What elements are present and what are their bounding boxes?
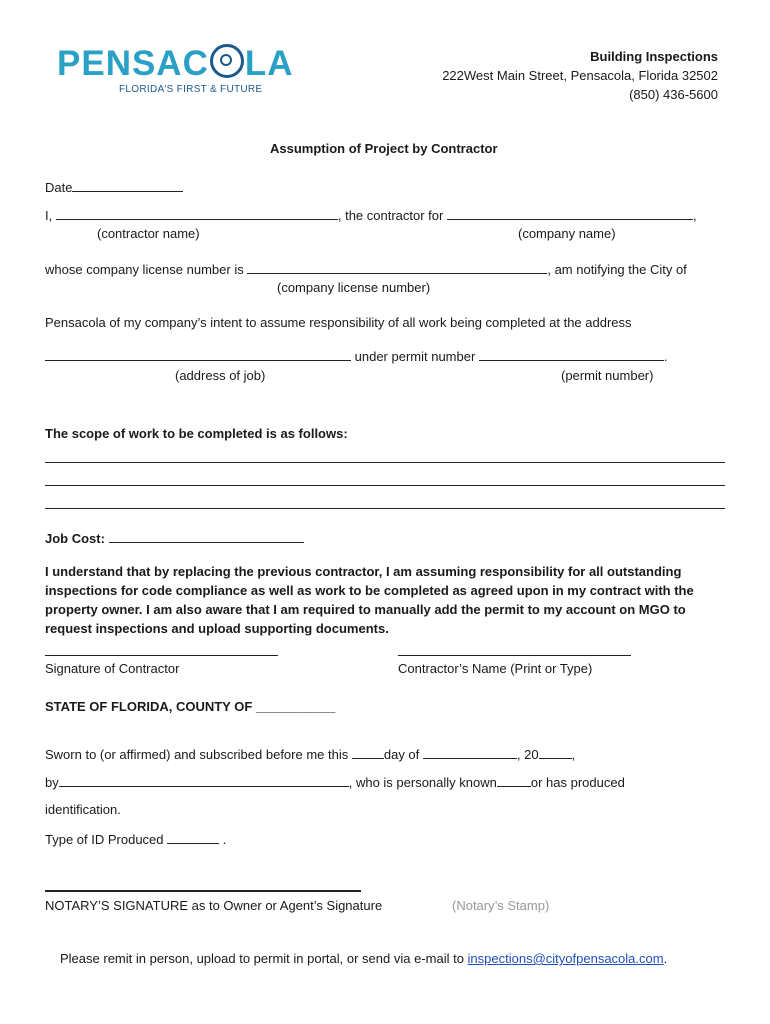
header-office: Building Inspections <box>590 49 718 64</box>
contractor-row <box>45 207 697 223</box>
notary-signature-field[interactable] <box>45 890 361 892</box>
company-name-caption: (company name) <box>518 226 616 241</box>
job-cost-row <box>45 530 304 546</box>
scope-line-2[interactable] <box>45 485 725 486</box>
known-field[interactable] <box>497 774 531 787</box>
license-row <box>45 261 687 277</box>
scope-line-1[interactable] <box>45 462 725 463</box>
signature-label: Signature of Contractor <box>45 661 180 676</box>
notary-stamp-label: (Notary’s Stamp) <box>452 898 550 913</box>
license-prefix: whose company license number is <box>45 262 244 277</box>
statement-line-1: I understand that by replacing the previous contractor, I am assuming responsibility for all outstanding <box>45 564 682 579</box>
by-row <box>45 774 625 790</box>
sworn-year-prefix: , 20 <box>516 747 539 762</box>
line4-period: . <box>663 349 668 364</box>
id-type-label: Type of ID Produced <box>45 832 164 847</box>
i-prefix: I, <box>45 208 53 223</box>
contractor-print-label: Contractor’s Name (Print or Type) <box>398 661 593 676</box>
seal-icon <box>210 44 244 78</box>
by-produced-text: or has produced <box>530 775 625 790</box>
header-address: 222West Main Street, Pensacola, Florida 32502 <box>442 68 718 83</box>
notary-signature-label: NOTARY’S SIGNATURE as to Owner or Agent’s Signature <box>45 898 383 913</box>
identification-text: identification. <box>45 802 121 817</box>
form-title: Assumption of Project by Contractor <box>270 141 498 156</box>
contractor-name-caption: (contractor name) <box>97 226 200 241</box>
job-cost-field[interactable] <box>109 530 304 543</box>
id-type-field[interactable] <box>167 831 219 844</box>
by-prefix: by <box>45 775 59 790</box>
date-row <box>45 179 183 195</box>
job-cost-label: Job Cost: <box>45 531 105 546</box>
statement-line-4: request inspections and upload supporting documents. <box>45 621 389 636</box>
email-link[interactable]: inspections@cityofpensacola.com <box>467 951 664 966</box>
id-type-row <box>45 831 226 847</box>
sworn-row <box>45 746 575 762</box>
license-caption: (company license number) <box>277 280 431 295</box>
date-label: Date <box>45 180 73 195</box>
permit-number-field[interactable] <box>479 348 664 361</box>
logo-word-left: PENSAC <box>57 44 209 83</box>
sworn-day-field[interactable] <box>352 746 384 759</box>
city-logo <box>57 44 294 100</box>
scope-heading: The scope of work to be completed is as follows: <box>45 426 348 441</box>
footer-instructions <box>60 951 667 966</box>
header-phone: (850) 436-5600 <box>629 87 718 102</box>
sworn-day-of: day of <box>383 747 420 762</box>
by-name-field[interactable] <box>59 774 349 787</box>
scope-line-3[interactable] <box>45 508 725 509</box>
contractor-name-field[interactable] <box>56 207 338 220</box>
company-name-field[interactable] <box>447 207 693 220</box>
logo-word-right: LA <box>244 44 294 83</box>
signature-field[interactable] <box>45 655 278 656</box>
state-county-line: STATE OF FLORIDA, COUNTY OF ___________ <box>45 699 336 714</box>
footer-period: . <box>663 951 668 966</box>
footer-text: Please remit in person, upload to permit in portal, or send via e-mail to <box>60 951 464 966</box>
sworn-comma: , <box>571 747 576 762</box>
job-address-caption: (address of job) <box>175 368 266 383</box>
sworn-year-field[interactable] <box>539 746 572 759</box>
contractor-print-field[interactable] <box>398 655 631 656</box>
intent-text: Pensacola of my company’s intent to assume responsibility of all work being completed at the address <box>45 315 632 330</box>
statement-line-2: inspections for code compliance as well as work to be completed as agreed upon in my contract with the <box>45 583 694 598</box>
by-known-text: , who is personally known <box>348 775 497 790</box>
date-field[interactable] <box>72 179 183 192</box>
license-number-field[interactable] <box>247 261 547 274</box>
id-type-period: . <box>222 832 227 847</box>
sworn-month-field[interactable] <box>423 746 517 759</box>
address-permit-row <box>45 348 668 364</box>
permit-number-caption: (permit number) <box>561 368 654 383</box>
sworn-prefix: Sworn to (or affirmed) and subscribed before me this <box>45 747 349 762</box>
line1-comma: , <box>692 208 697 223</box>
job-address-field[interactable] <box>45 348 351 361</box>
permit-text: under permit number <box>354 349 476 364</box>
contractor-for-text: , the contractor for <box>337 208 444 223</box>
logo-tagline: FLORIDA'S FIRST & FUTURE <box>119 84 263 95</box>
statement-line-3: property owner. I am also aware that I am required to manually add the permit to my account on MGO to <box>45 602 686 617</box>
license-suffix: , am notifying the City of <box>547 262 687 277</box>
